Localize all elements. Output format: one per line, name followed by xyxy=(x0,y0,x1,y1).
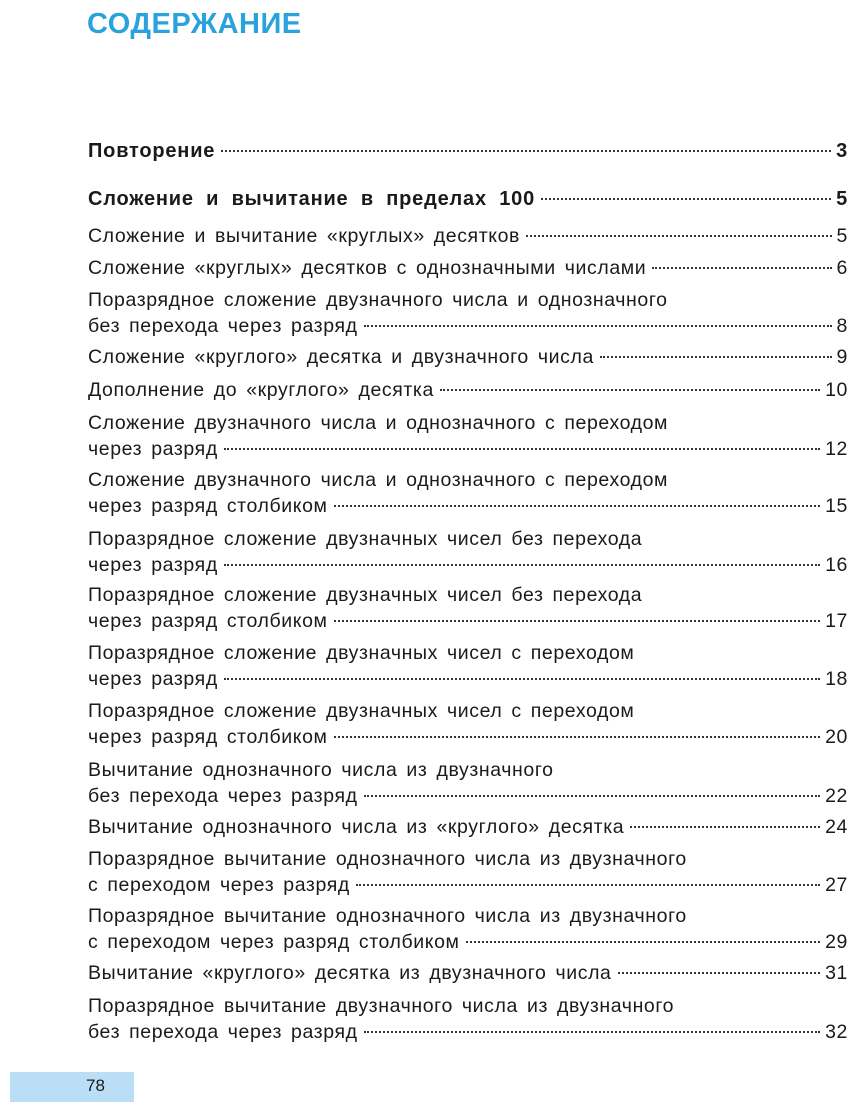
toc-entry-title: Повторение xyxy=(88,140,216,162)
dot-leader xyxy=(364,325,832,327)
dot-leader xyxy=(618,972,821,974)
dot-leader xyxy=(334,505,821,507)
toc-entry-page: 3 xyxy=(836,140,848,162)
dot-leader xyxy=(630,826,820,828)
toc-entry-title-line1: Поразрядное сложение двузначных чисел с переходом xyxy=(88,642,635,664)
toc-entry-page: 18 xyxy=(825,668,848,690)
toc-entry-page: 16 xyxy=(825,554,848,576)
toc-entry-title-line1: Поразрядное сложение двузначных чисел без перехода xyxy=(88,584,643,606)
toc-entry-title-line1: Поразрядное сложение двузначных чисел без перехода xyxy=(88,528,643,550)
dot-leader xyxy=(221,150,831,152)
footer-band xyxy=(10,1072,134,1102)
toc-entry-page: 22 xyxy=(825,785,848,807)
toc-entry-page: 8 xyxy=(836,315,848,337)
dot-leader xyxy=(541,198,831,200)
page-title: СОДЕРЖАНИЕ xyxy=(87,8,302,40)
toc-entry-title: с переходом через разряд столбиком xyxy=(88,931,460,953)
toc-entry-title-line1: Поразрядное вычитание двузначного числа из двузначного xyxy=(88,995,675,1017)
toc-entry-title: через разряд xyxy=(88,438,218,460)
toc-entry-page: 6 xyxy=(836,257,848,279)
dot-leader xyxy=(440,389,820,391)
dot-leader xyxy=(224,564,820,566)
dot-leader xyxy=(364,1031,821,1033)
toc-entry-title: с переходом через разряд xyxy=(88,874,350,896)
dot-leader xyxy=(466,941,821,943)
dot-leader xyxy=(652,267,831,269)
toc-entry-page: 10 xyxy=(825,379,848,401)
toc-entry-page: 24 xyxy=(825,816,848,838)
toc-entry-title: через разряд xyxy=(88,668,218,690)
dot-leader xyxy=(224,448,820,450)
toc-entry-page: 20 xyxy=(825,726,848,748)
toc-entry-title: без перехода через разряд xyxy=(88,1021,358,1043)
toc-entry-title: Сложение и вычитание в пределах 100 xyxy=(88,188,536,210)
dot-leader xyxy=(356,884,820,886)
toc-entry-title-line1: Поразрядное вычитание однозначного числа из двузначного xyxy=(88,848,687,870)
toc-entry-title: через разряд столбиком xyxy=(88,495,328,517)
dot-leader xyxy=(600,356,832,358)
toc-entry-title: Вычитание «круглого» десятка из двузначного числа xyxy=(88,962,612,984)
toc-entry-page: 29 xyxy=(825,931,848,953)
toc-entry-title: Сложение «круглых» десятков с однозначными числами xyxy=(88,257,647,279)
toc-entry-title: без перехода через разряд xyxy=(88,315,358,337)
toc-entry-title-line1: Поразрядное сложение двузначных чисел с переходом xyxy=(88,700,635,722)
toc-entry-title: Дополнение до «круглого» десятка xyxy=(88,379,434,401)
toc-entry-page: 5 xyxy=(836,225,848,247)
toc-entry-title: через разряд столбиком xyxy=(88,610,328,632)
toc-entry-page: 31 xyxy=(825,962,848,984)
toc-entry-title: Вычитание однозначного числа из «круглого» десятка xyxy=(88,816,625,838)
toc-entry-title-line1: Поразрядное вычитание однозначного числа из двузначного xyxy=(88,905,687,927)
toc-entry-page: 5 xyxy=(836,188,848,210)
toc-entry-title: без перехода через разряд xyxy=(88,785,358,807)
toc-entry-title: Сложение «круглого» десятка и двузначного числа xyxy=(88,346,594,368)
dot-leader xyxy=(526,235,832,237)
toc-entry-title-line1: Сложение двузначного числа и однозначного с переходом xyxy=(88,412,669,434)
toc-entry-page: 27 xyxy=(825,874,848,896)
toc-entry-page: 12 xyxy=(825,438,848,460)
toc-entry-title-line1: Сложение двузначного числа и однозначного с переходом xyxy=(88,469,669,491)
toc-entry-page: 15 xyxy=(825,495,848,517)
dot-leader xyxy=(224,678,820,680)
page-number: 78 xyxy=(86,1076,105,1095)
toc-entry-page: 9 xyxy=(836,346,848,368)
dot-leader xyxy=(364,795,821,797)
toc-entry-title: через разряд столбиком xyxy=(88,726,328,748)
toc-entry-title-line1: Вычитание однозначного числа из двузначного xyxy=(88,759,554,781)
dot-leader xyxy=(334,736,821,738)
toc-entry-title: через разряд xyxy=(88,554,218,576)
dot-leader xyxy=(334,620,821,622)
toc-entry-title: Сложение и вычитание «круглых» десятков xyxy=(88,225,520,247)
toc-entry-title-line1: Поразрядное сложение двузначного числа и однозначного xyxy=(88,289,668,311)
toc-entry-page: 32 xyxy=(825,1021,848,1043)
toc-entry-page: 17 xyxy=(825,610,848,632)
